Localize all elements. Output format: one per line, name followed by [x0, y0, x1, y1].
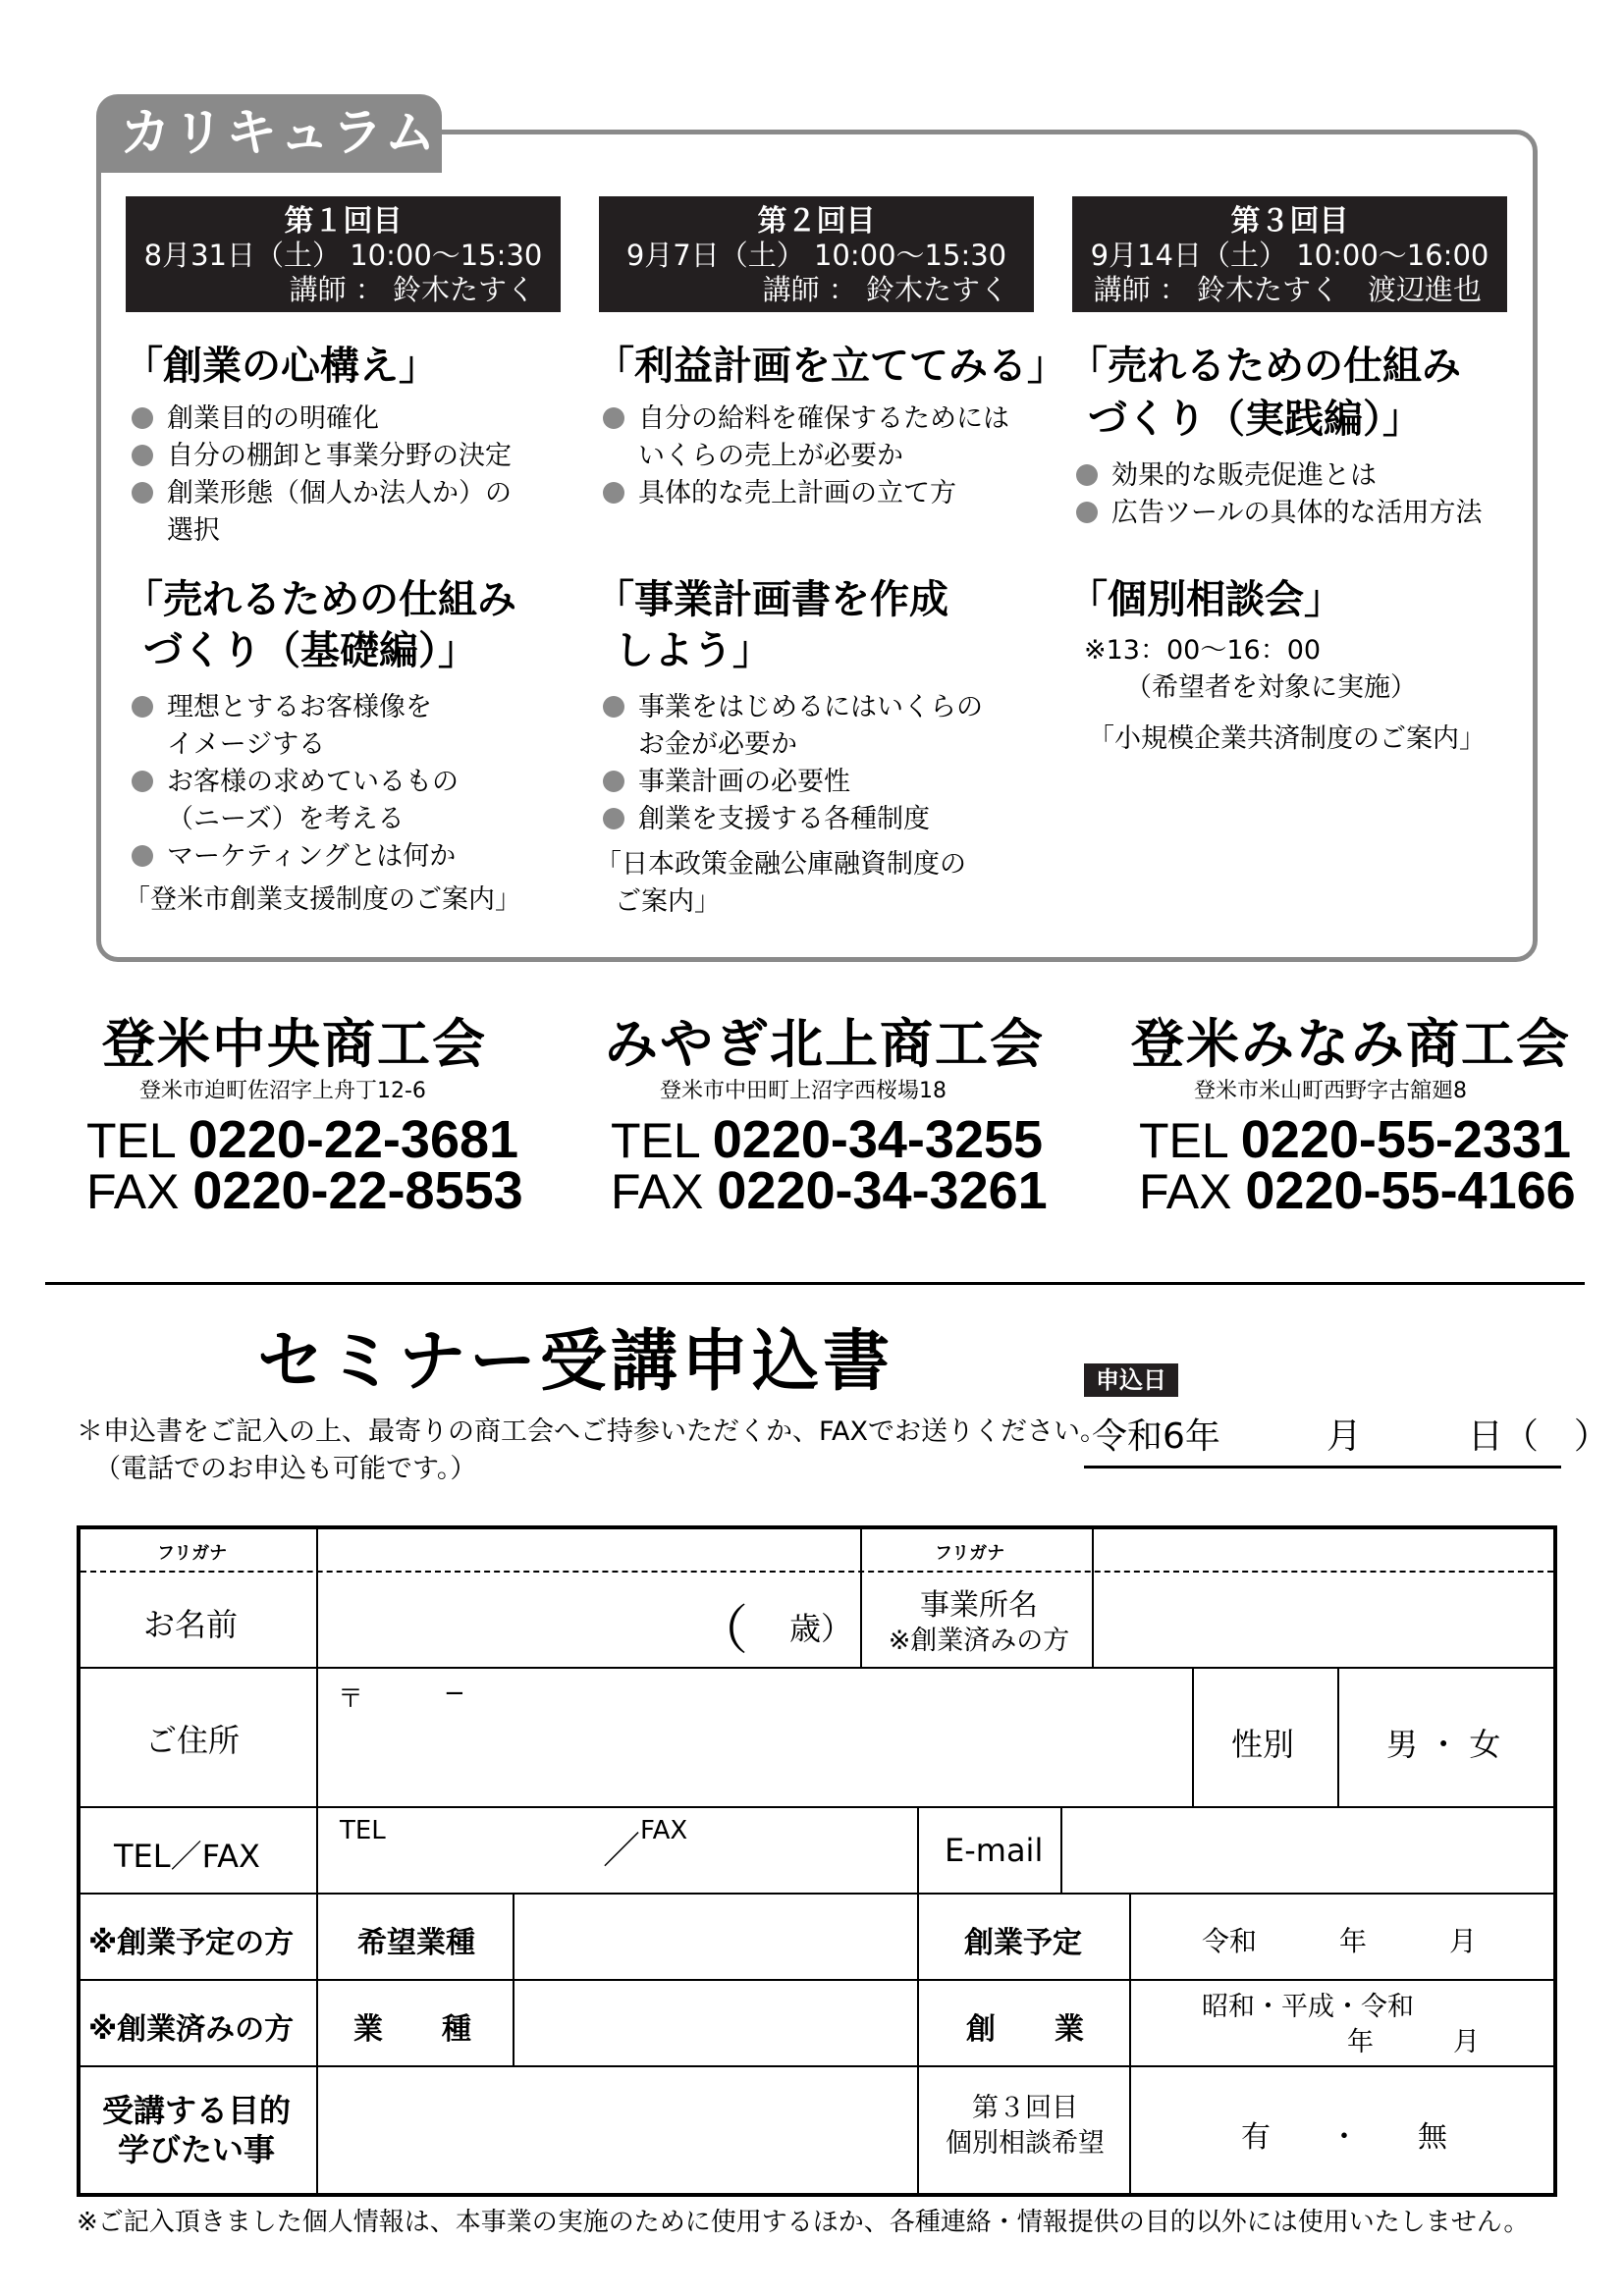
list-item: 創業を支援する各種制度 — [603, 801, 930, 838]
row-divider — [81, 1806, 1553, 1808]
furigana-label: フリガナ — [157, 1543, 228, 1564]
list-item: 自分の棚卸と事業分野の決定 — [132, 438, 512, 475]
postal-mark: 〒 — [338, 1684, 364, 1714]
privacy-notice: ※ご記入頂きました個人情報は、本事業の実施のために使用するほか、各種連絡・情報提供の目的以外には使用いたしません。 — [77, 2208, 1530, 2237]
association-tel: TEL 0220-55-2331 — [1139, 1110, 1572, 1169]
list-item: 広告ツールの具体的な活用方法 — [1076, 495, 1482, 532]
list-item-continued: いくらの売上が必要か — [638, 441, 903, 471]
planned-start-label: 創業予定 — [964, 1926, 1082, 1960]
planned-founders-label: ※創業予定の方 — [88, 1926, 295, 1960]
section-title: しよう」 — [615, 628, 772, 673]
session-lecturer: 講師 ： 鈴木たすく — [762, 273, 1008, 306]
bullet-icon — [603, 771, 624, 792]
session-number: 第２回目 — [757, 204, 876, 239]
session-lecturer: 講師 ： 鈴木たすく 渡辺進也 — [1093, 273, 1482, 306]
list-item: 事業をはじめるにはいくらの — [603, 689, 983, 726]
cut-line — [45, 1282, 1585, 1285]
section-title: 「事業計画書を作成 — [595, 577, 948, 622]
founded-date[interactable]: 年 月 — [1347, 2027, 1480, 2057]
bullet-icon — [132, 482, 153, 504]
section-title: 「売れるための仕組み — [124, 577, 516, 622]
bullet-icon — [132, 445, 153, 466]
bullet-icon — [132, 696, 153, 718]
email-input[interactable] — [1064, 1810, 1553, 1891]
bullet-icon — [603, 696, 624, 718]
section-title: づくり（実践編）」 — [1088, 397, 1422, 442]
curriculum-tab: カリキュラム — [96, 94, 442, 173]
purpose-input[interactable] — [320, 2069, 915, 2191]
list-item: 具体的な売上計画の立て方 — [603, 475, 956, 512]
tel-fax-input[interactable] — [320, 1810, 915, 1891]
age-paren: （ — [695, 1599, 748, 1661]
col-divider — [513, 1893, 514, 2065]
association-tel: TEL 0220-34-3255 — [611, 1110, 1044, 1169]
session-3-header — [1072, 196, 1507, 312]
tel-prefix: TEL — [340, 1816, 386, 1845]
row-divider — [81, 1893, 1553, 1895]
col-divider — [1337, 1667, 1339, 1806]
association-address: 登米市迫町佐沼字上舟丁12-6 — [139, 1079, 426, 1103]
list-item: お客様の求めているもの — [132, 764, 459, 801]
bullet-icon — [132, 771, 153, 792]
col-divider — [1060, 1806, 1062, 1893]
col-divider — [917, 1893, 919, 2193]
association-name: 登米みなみ商工会 — [1131, 1013, 1571, 1075]
session-date: 9月14日（土） 10:00〜16:00 — [1090, 239, 1489, 272]
session-2-header — [599, 196, 1034, 312]
association-tel: TEL 0220-22-3681 — [86, 1110, 519, 1169]
founded-label: 創 業 — [966, 2012, 1084, 2047]
section-title: 「利益計画を立ててみる」 — [595, 344, 1066, 389]
industry-label: 業 種 — [353, 2012, 471, 2047]
bullet-icon — [132, 845, 153, 867]
related-info: 「日本政策金融公庫融資制度の — [595, 849, 966, 880]
furigana-label: フリガナ — [935, 1543, 1005, 1564]
bullet-icon — [603, 808, 624, 829]
list-item: マーケティングとは何か — [132, 838, 456, 876]
bullet-icon — [603, 407, 624, 429]
bullet-icon — [1076, 502, 1098, 523]
list-item: 創業形態（個人か法人か）の — [132, 475, 512, 512]
session-lecturer: 講師 ： 鈴木たすく — [289, 273, 535, 306]
planned-start-date[interactable]: 令和 年 月 — [1202, 1925, 1478, 1957]
association-fax: FAX 0220-55-4166 — [1139, 1161, 1576, 1220]
desired-industry-input[interactable] — [516, 1896, 915, 1977]
session-1-header — [126, 196, 561, 312]
list-item-continued: 選択 — [167, 515, 220, 546]
bullet-icon — [1076, 464, 1098, 486]
row-divider — [81, 1979, 1553, 1981]
row-divider — [81, 1667, 1553, 1669]
col-divider — [1092, 1529, 1094, 1667]
association-fax: FAX 0220-22-8553 — [86, 1161, 523, 1220]
address-label: ご住所 — [145, 1722, 241, 1759]
fax-prefix: FAX — [640, 1816, 688, 1845]
section-title: 「売れるための仕組み — [1068, 344, 1461, 389]
related-info: 「登米市創業支援制度のご案内」 — [124, 884, 521, 915]
consultation-target: （希望者を対象に実施） — [1125, 672, 1417, 703]
list-item: 効果的な販売促進とは — [1076, 457, 1377, 495]
session-date: 8月31日（土） 10:00〜15:30 — [143, 239, 543, 272]
session-date: 9月7日（土） 10:00〜15:30 — [625, 239, 1007, 272]
list-item: 創業目的の明確化 — [132, 400, 379, 438]
list-item: 事業計画の必要性 — [603, 764, 850, 801]
furigana-divider — [81, 1571, 1553, 1573]
consultation-request-select[interactable]: 有 ・ 無 — [1241, 2120, 1447, 2155]
bullet-icon — [132, 407, 153, 429]
application-date-field[interactable]: 令和6年 月 日（ ） — [1084, 1406, 1561, 1468]
telfax-label: TEL／FAX — [114, 1838, 260, 1875]
related-info: ご案内」 — [615, 886, 721, 917]
business-name-input[interactable] — [1096, 1575, 1553, 1665]
form-title: セミナー受講申込書 — [257, 1323, 894, 1401]
tel-fax-separator: ／ — [603, 1829, 641, 1872]
session-number: 第１回目 — [284, 204, 403, 239]
name-input[interactable] — [320, 1575, 858, 1665]
purpose-label: 受講する目的 学びたい事 — [101, 2092, 291, 2168]
association-fax: FAX 0220-34-3261 — [611, 1161, 1048, 1220]
address-input[interactable] — [320, 1671, 1190, 1804]
industry-input[interactable] — [516, 1983, 915, 2063]
email-label: E-mail — [945, 1832, 1044, 1869]
association-name: 登米中央商工会 — [102, 1013, 487, 1075]
list-item-continued: お金が必要か — [638, 729, 797, 760]
business-name-label: 事業所名 ※創業済みの方 — [888, 1588, 1070, 1656]
gender-select[interactable]: 男 ・ 女 — [1386, 1726, 1501, 1763]
related-info: 「小規模企業共済制度のご案内」 — [1088, 723, 1486, 754]
age-label: 歳） — [789, 1610, 853, 1647]
col-divider — [1129, 1893, 1131, 2193]
application-date-label: 申込日 — [1084, 1363, 1178, 1397]
association-address: 登米市中田町上沼字西桜場18 — [660, 1079, 947, 1103]
section-title: 「個別相談会」 — [1068, 577, 1343, 622]
consultation-time: ※13：00〜16：00 — [1084, 635, 1322, 666]
gender-label: 性別 — [1231, 1726, 1295, 1763]
col-divider — [316, 1529, 318, 2193]
col-divider — [1192, 1667, 1194, 1806]
session-number: 第３回目 — [1230, 204, 1349, 239]
bullet-icon — [603, 482, 624, 504]
association-name: みやぎ北上商工会 — [605, 1013, 1045, 1075]
name-label: お名前 — [143, 1606, 239, 1643]
section-title: づくり（基礎編）」 — [143, 628, 477, 673]
postal-dash: − — [444, 1679, 465, 1708]
consultation-request-label: 第３回目 個別相談希望 — [946, 2093, 1105, 2159]
founded-era-options[interactable]: 昭和・平成・令和 — [1202, 1992, 1414, 2022]
col-divider — [917, 1806, 919, 1893]
list-item-continued: （ニーズ）を考える — [167, 804, 405, 834]
application-form-table — [77, 1525, 1557, 2197]
desired-industry-label: 希望業種 — [357, 1926, 475, 1960]
started-founders-label: ※創業済みの方 — [88, 2012, 295, 2047]
col-divider — [860, 1529, 862, 1667]
list-item-continued: イメージする — [167, 729, 326, 760]
list-item: 自分の給料を確保するためには — [603, 400, 1009, 438]
list-item: 理想とするお客様像を — [132, 689, 432, 726]
form-notice: ＊申込書をご記入の上、最寄りの商工会へご持参いただくか、FAXでお送りください。 （電話でのお申込も可能です。） — [77, 1416, 1108, 1484]
association-address: 登米市米山町西野字古舘廻8 — [1194, 1079, 1467, 1103]
row-divider — [81, 2065, 1553, 2067]
section-title: 「創業の心構え」 — [124, 344, 438, 389]
